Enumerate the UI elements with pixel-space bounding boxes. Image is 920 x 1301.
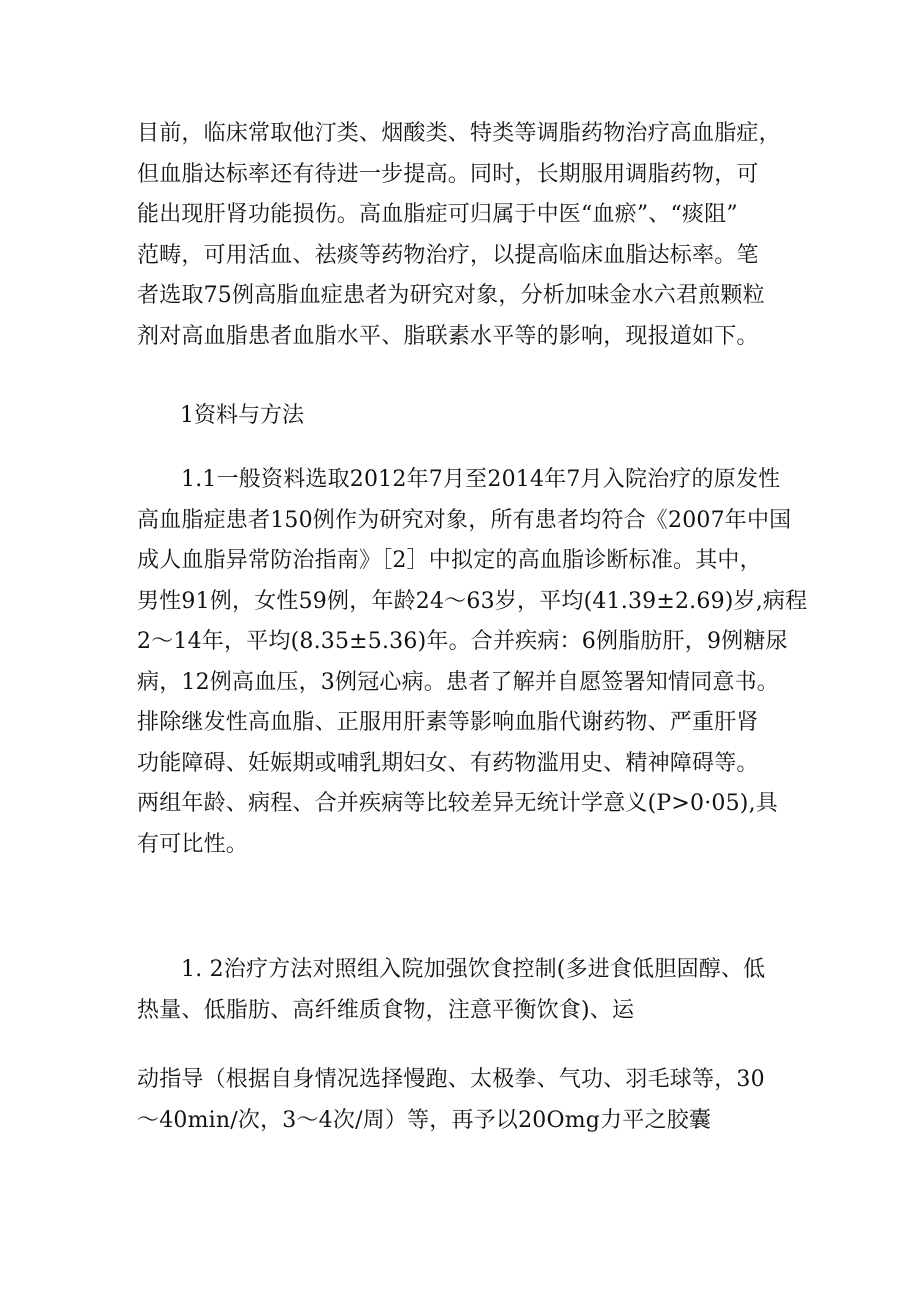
text-line: 2～14年，平均(8.35±5.36)年。合并疾病：6例脂肪肝，9例糖尿 [137,629,788,654]
general-data-paragraph [137,460,808,865]
treatment-method-paragraph [137,950,797,1031]
text-line: 病，12例高血压，3例冠心病。患者了解并自愿签署知情同意书。 [137,669,779,695]
text-line: 有可比性。 [137,831,249,857]
text-line: 范畴，可用活血、祛痰等药物治疗，以提高临床血脂达标率。笔 [137,242,759,268]
text-line: 者选取75例高脂血症患者为研究对象，分析加味金水六君煎颗粒 [137,283,765,308]
continuation-paragraph [137,1060,797,1141]
text-line: 高血脂症患者150例作为研究对象，所有患者均符合《2007年中国 [137,507,792,533]
text-line: 动指导（根据自身情况选择慢跑、太极拳、气功、羽毛球等，30 [137,1067,765,1092]
text-line: ～40min∕次，3～4次/周）等，再予以20Omg力平之胶囊 [137,1107,712,1133]
text-line: 目前，临床常取他汀类、烟酸类、特类等调脂药物治疗高血脂症， [137,121,781,146]
text-line: 排除继发性高血脂、正服用肝素等影响血脂代谢药物、严重肝肾 [137,710,759,735]
text-line: 功能障碍、妊娠期或哺乳期妇女、有药物滥用史、精神障碍等。 [137,750,759,776]
intro-paragraph [137,114,797,357]
text-line: 能出现肝肾功能损伤。高血脂症可归属于中医“血瘀”、“痰阻” [137,202,738,227]
text-line: 两组年龄、病程、合并疾病等比较差异无统计学意义(P>0·05),具 [137,791,778,816]
text-line: 热量、低脂肪、高纤维质食物，注意平衡饮食)、运 [137,997,635,1023]
text-line: 成人血脂异常防治指南》［2］中拟定的高血脂诊断标准。其中， [137,548,762,573]
text-line: 1.1一般资料选取2012年7月至2014年7月入院治疗的原发性 [181,467,781,492]
section-heading: 1资料与方法 [180,403,304,428]
text-line: 男性91例，女性59例，年龄24～63岁，平均(41.39±2.69)岁,病程 [137,588,808,614]
text-line: 1. 2治疗方法对照组入院加强饮食控制(多进食低胆固醇、低 [181,957,766,982]
text-line: 但血脂达标率还有待进一步提高。同时，长期服用调脂药物，可 [137,161,759,187]
text-line: 剂对高血脂患者血脂水平、脂联素水平等的影响，现报道如下。 [137,323,759,349]
